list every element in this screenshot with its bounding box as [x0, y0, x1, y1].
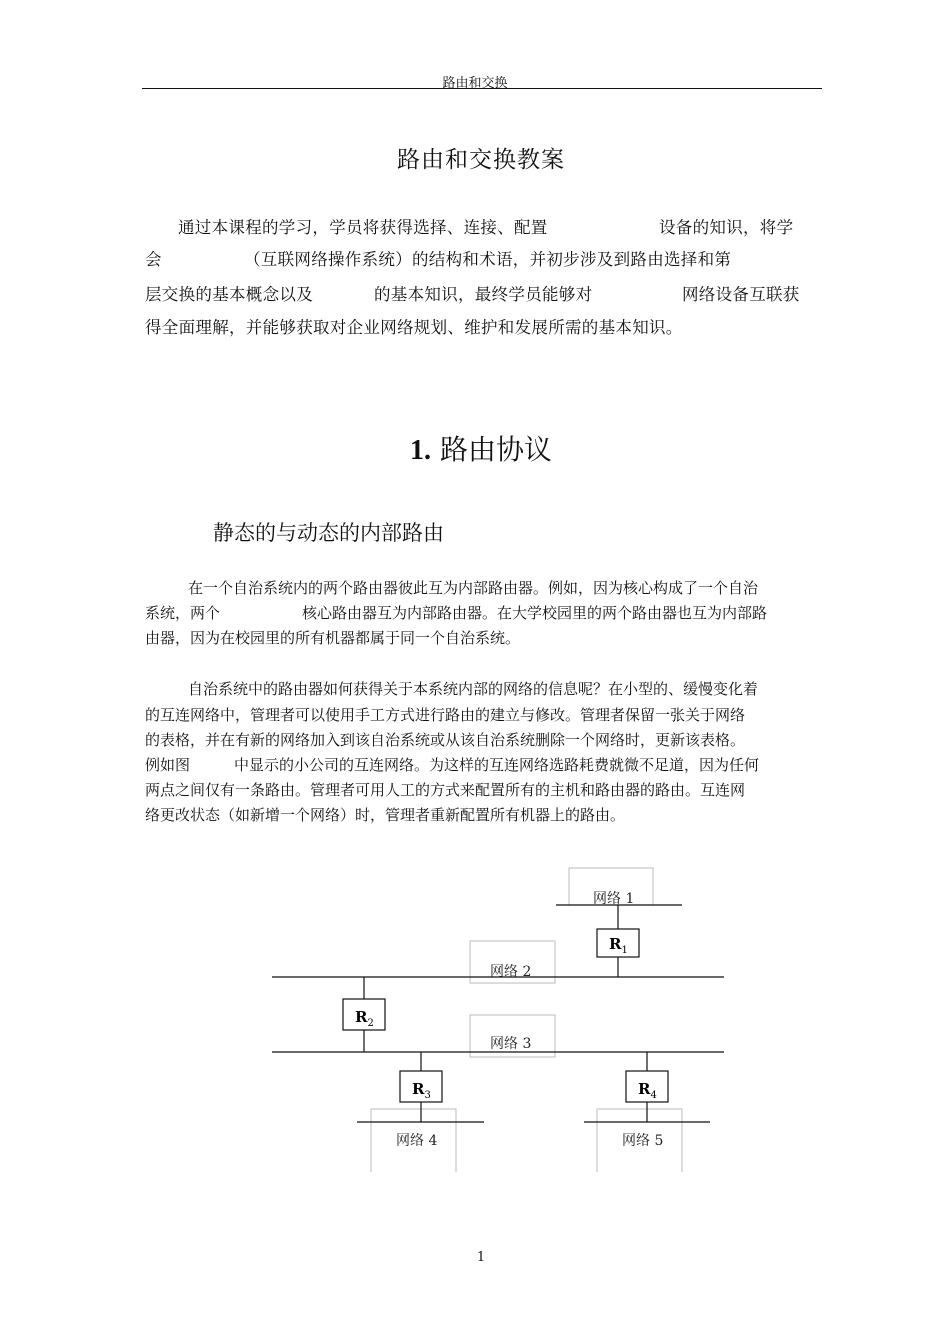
intro-line-1a: 通过本课程的学习，学员将获得选择、连接、配置: [178, 218, 548, 237]
para1-line-2b: 核心路由器互为内部路由器。在大学校园里的两个路由器也互为内部路: [302, 604, 768, 622]
para1-line-1: 在一个自治系统内的两个路由器彼此互为内部路由器。例如，因为核心构成了一个自治: [188, 579, 759, 597]
router-r3-letter: R: [412, 1080, 425, 1098]
para2-line-1: 自治系统中的路由器如何获得关于本系统内部的网络的信息呢？在小型的、缓慢变化着: [188, 680, 759, 698]
router-r1-letter: R: [609, 935, 622, 953]
intro-line-4: 得全面理解，并能够获取对企业网络规划、维护和发展所需的基本知识。: [145, 318, 683, 337]
para1-line-2a: 系统，两个: [145, 604, 221, 622]
router-r2-sub: 2: [367, 1018, 374, 1029]
para2-line-2: 的互连网络中，管理者可以使用手工方式进行路由的建立与修改。管理者保留一张关于网络: [145, 706, 746, 724]
network-5-label: 网络 5: [622, 1133, 664, 1149]
intro-line-2b: （互联网络操作系统）的结构和术语，并初步涉及到路由选择和第: [244, 250, 732, 269]
router-r4-letter: R: [638, 1080, 651, 1098]
intro-line-3c: 网络设备互联获: [682, 285, 800, 304]
chapter-title: 路由协议: [439, 433, 552, 466]
para2-line-5: 两点之间仅有一条路由。管理者可用人工的方式来配置所有的主机和路由器的路由。互连网: [145, 781, 746, 799]
network-3-label: 网络 3: [490, 1036, 532, 1052]
para2-line-4b: 中显示的小公司的互连网络。为这样的互连网络选路耗费就微不足道，因为任何: [234, 756, 760, 774]
router-r1-sub: 1: [621, 945, 628, 956]
intro-line-2a: 会: [145, 250, 162, 269]
network-1-label: 网络 1: [593, 891, 635, 907]
network-2-label: 网络 2: [490, 964, 532, 980]
intro-line-3a: 层交换的基本概念以及: [145, 285, 313, 304]
para1-line-3: 由器，因为在校园里的所有机器都属于同一个自治系统。: [145, 629, 521, 647]
network-4-label: 网络 4: [396, 1133, 438, 1149]
running-header: 路由和交换: [442, 76, 508, 91]
section-heading: 静态的与动态的内部路由: [213, 521, 444, 545]
para2-line-4a: 例如图: [145, 756, 191, 774]
router-r2-letter: R: [355, 1008, 368, 1026]
document-title: 路由和交换教案: [397, 147, 565, 173]
intro-line-3b: 的基本知识，最终学员能够对: [374, 285, 593, 304]
router-r3-sub: 3: [424, 1090, 431, 1101]
chapter-number: 1.: [410, 435, 432, 466]
intro-line-1b: 设备的知识，将学: [659, 218, 794, 237]
para2-line-6: 络更改状态（如新增一个网络）时，管理者重新配置所有机器上的路由。: [145, 806, 626, 824]
router-r4-sub: 4: [650, 1090, 657, 1101]
para2-line-3: 的表格，并在有新的网络加入到该自治系统或从该自治系统删除一个网络时，更新该表格。: [145, 731, 746, 749]
page-number: 1: [476, 1250, 486, 1265]
